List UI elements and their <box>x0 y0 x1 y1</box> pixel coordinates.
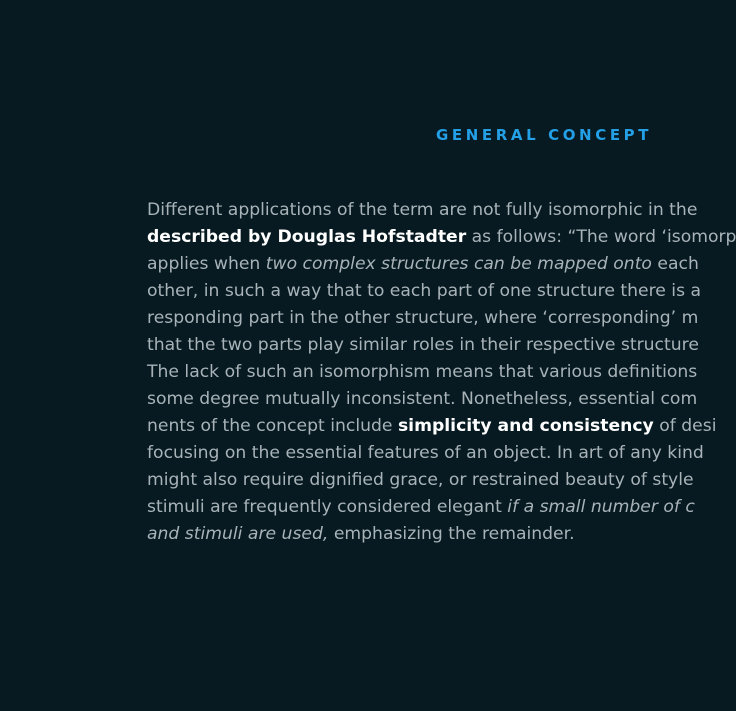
body-text-segment: nents of the concept include <box>147 416 398 436</box>
section-heading: GENERAL CONCEPT <box>436 126 653 144</box>
body-text-segment: other, in such a way that to each part of one structure there is a <box>147 281 702 301</box>
paragraph-line <box>147 521 700 548</box>
paragraph-line <box>147 278 700 305</box>
paragraph-line <box>147 197 700 224</box>
body-text-segment: each <box>651 254 699 274</box>
paragraph-line <box>147 413 717 440</box>
body-text-segment: The lack of such an isomorphism means that various definitions <box>147 362 698 382</box>
body-text-segment: applies when <box>147 254 266 274</box>
body-text-segment: of desi <box>653 416 717 436</box>
body-text-segment: as follows: “The word ‘isomorp <box>466 227 736 247</box>
emphasis-text: described by Douglas Hofstadter <box>147 227 467 247</box>
body-text-segment: responding part in the other structure, where ‘corresponding’ m <box>147 308 699 328</box>
body-text-segment: stimuli are frequently considered elegant <box>147 497 508 517</box>
paragraph-line <box>147 467 700 494</box>
body-text-segment: emphasizing the remainder. <box>328 524 575 544</box>
italic-text: if a small number of c <box>507 497 695 517</box>
paragraph-line <box>147 224 736 251</box>
paragraph-line <box>147 251 700 278</box>
paragraph-line <box>147 359 700 386</box>
emphasis-text: simplicity and consistency <box>397 416 654 436</box>
body-text-segment: focusing on the essential features of an object. In art of any kind <box>147 443 704 463</box>
paragraph-line <box>147 386 700 413</box>
italic-text: and stimuli are used, <box>147 524 329 544</box>
paragraph-line <box>147 494 700 521</box>
body-text-segment: some degree mutually inconsistent. Nonetheless, essential com <box>147 389 698 409</box>
body-text-segment: Different applications of the term are not fully isomorphic in the <box>147 200 698 220</box>
body-paragraph <box>147 197 736 557</box>
body-text-segment: might also require dignified grace, or restrained beauty of style <box>147 470 694 490</box>
paragraph-line <box>147 305 700 332</box>
paragraph-line <box>147 440 704 467</box>
body-text-segment: that the two parts play similar roles in their respective structure <box>147 335 699 355</box>
italic-text: two complex structures can be mapped onto <box>265 254 652 274</box>
paragraph-line <box>147 332 700 359</box>
